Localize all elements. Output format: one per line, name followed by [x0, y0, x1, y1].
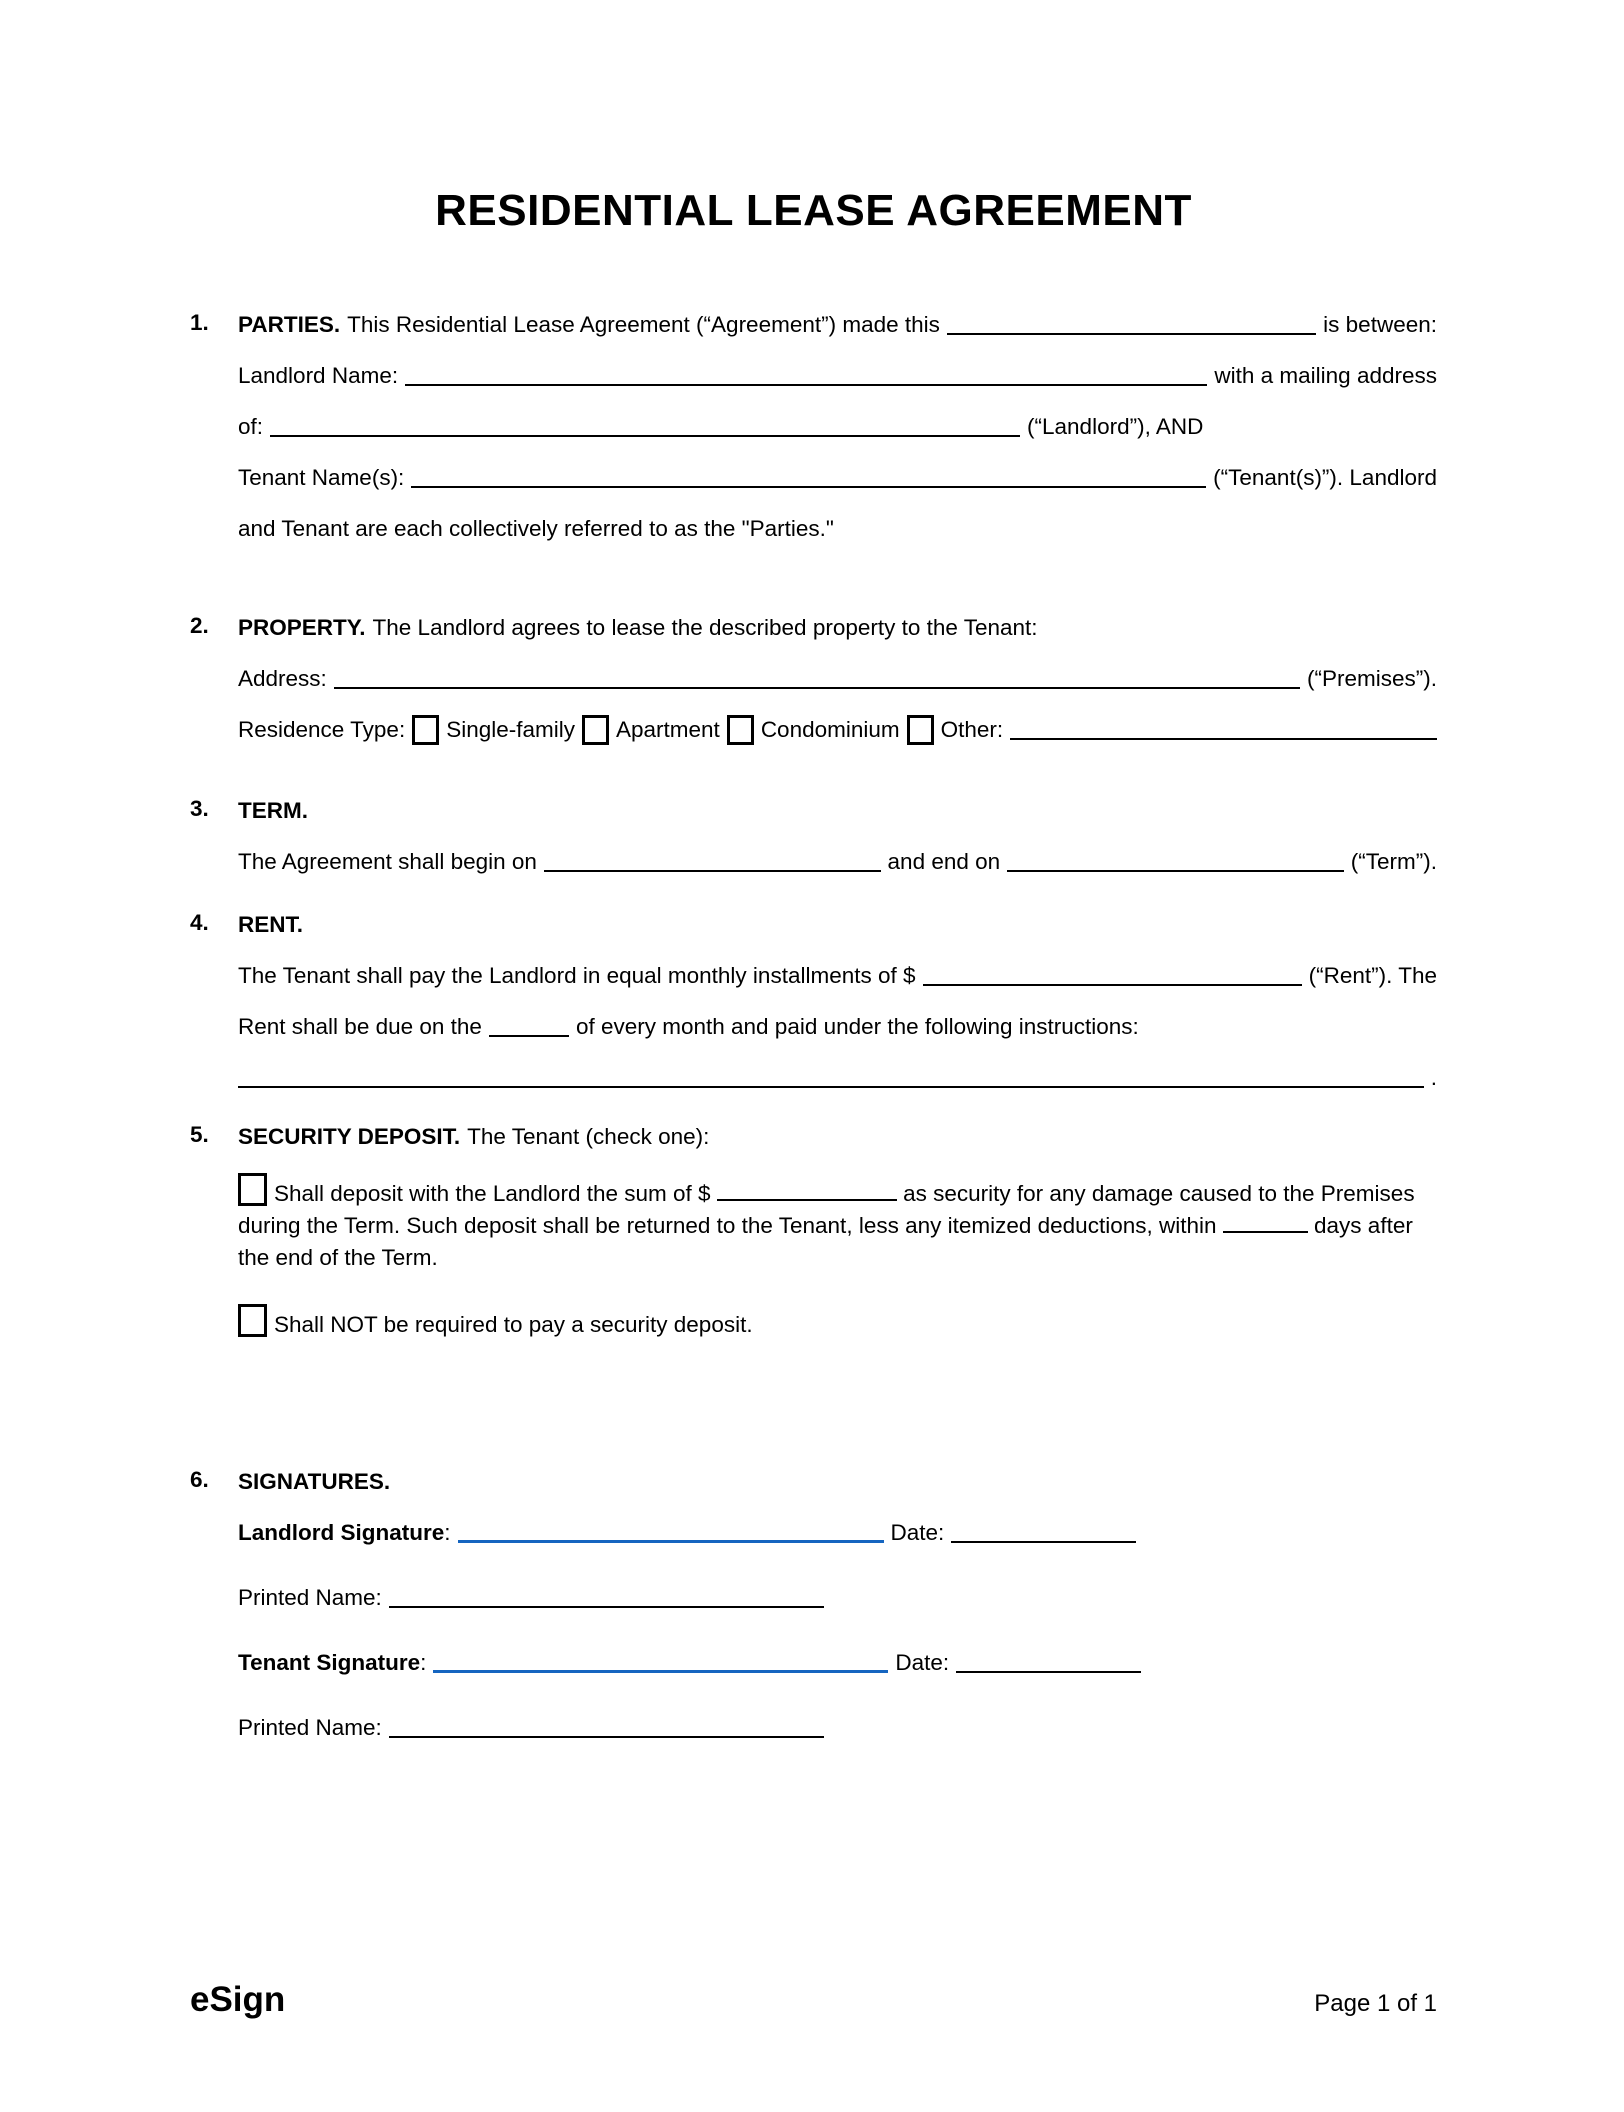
- checkbox-condominium[interactable]: [727, 715, 754, 745]
- blank-agreement-date[interactable]: [947, 333, 1316, 335]
- blank-payment-instructions[interactable]: [238, 1086, 1424, 1088]
- blank-tenant-names[interactable]: [411, 486, 1206, 488]
- security-option1-end-text: days after the end of the Term.: [238, 1213, 1413, 1270]
- security-option2-text: Shall NOT be required to pay a security deposit.: [274, 1312, 753, 1337]
- tenant-name-suffix: (“Tenant(s)”). Landlord: [1213, 465, 1437, 490]
- blank-landlord-printed-name[interactable]: [389, 1606, 824, 1608]
- section-parties-number: 1.: [190, 310, 209, 335]
- checkbox-single-family[interactable]: [412, 715, 439, 745]
- residence-option-other: Other:: [940, 717, 1004, 742]
- security-option1-text: Shall deposit with the Landlord the sum of $: [274, 1181, 711, 1206]
- tenant-signature-colon: :: [420, 1650, 427, 1675]
- esign-logo: eSign: [190, 1980, 286, 2019]
- address-label: Address:: [238, 666, 327, 691]
- page-title: RESIDENTIAL LEASE AGREEMENT: [435, 186, 1192, 235]
- section-security-number: 5.: [190, 1122, 209, 1147]
- blank-term-start-date[interactable]: [544, 870, 881, 872]
- tenant-signature-line[interactable]: [433, 1670, 888, 1673]
- landlord-date-label: Date:: [890, 1520, 945, 1545]
- page-footer: [190, 1980, 1437, 2020]
- parties-intro-suffix: is between:: [1323, 312, 1437, 337]
- section-term-heading: TERM.: [238, 798, 308, 823]
- section-rent: [190, 910, 1437, 1114]
- blank-rent-amount[interactable]: [923, 984, 1302, 986]
- tenant-printed-name-label: Printed Name:: [238, 1715, 382, 1740]
- security-intro-text: The Tenant (check one):: [467, 1124, 710, 1149]
- blank-residence-other[interactable]: [1010, 738, 1437, 740]
- address-suffix: (“Premises”).: [1307, 666, 1437, 691]
- parties-intro-text: This Residential Lease Agreement (“Agreement”) made this: [347, 312, 940, 337]
- section-security-heading: SECURITY DEPOSIT.: [238, 1124, 461, 1149]
- rent-instructions-text: of every month and paid under the following instructions:: [575, 1014, 1139, 1039]
- tenant-name-label: Tenant Name(s):: [238, 465, 405, 490]
- blank-tenant-printed-name[interactable]: [389, 1736, 824, 1738]
- section-signatures-heading: SIGNATURES.: [238, 1469, 391, 1494]
- rent-amount-text: The Tenant shall pay the Landlord in equal monthly installments of $: [238, 963, 916, 988]
- term-end-text: and end on: [887, 849, 1001, 874]
- section-signatures: [190, 1467, 1437, 1778]
- section-term-number: 3.: [190, 796, 209, 821]
- security-option-no-deposit: [238, 1304, 1437, 1341]
- section-property: [190, 613, 1437, 766]
- residence-option-single-family: Single-family: [446, 717, 575, 742]
- parties-closing-text: and Tenant are each collectively referred to as the "Parties.": [238, 516, 834, 541]
- security-option-deposit: [238, 1173, 1437, 1274]
- mailing-address-suffix: (“Landlord”), AND: [1027, 414, 1204, 439]
- security-option1-middle-text: as security for any damage caused to the Premises during the Term. Such deposit shall be returned to the Tenant, less any itemized deductions, within: [238, 1181, 1415, 1238]
- blank-landlord-name[interactable]: [405, 384, 1207, 386]
- rent-amount-suffix: (“Rent”). The: [1308, 963, 1437, 988]
- residence-option-condominium: Condominium: [760, 717, 900, 742]
- checkbox-shall-deposit[interactable]: [238, 1173, 267, 1206]
- term-suffix: (“Term”).: [1350, 849, 1437, 874]
- page-indicator: Page 1 of 1: [1314, 1990, 1437, 2017]
- blank-premises-address[interactable]: [334, 687, 1300, 689]
- landlord-printed-name-label: Printed Name:: [238, 1585, 382, 1610]
- landlord-signature-label: Landlord Signature: [238, 1520, 445, 1545]
- section-term: [190, 796, 1437, 898]
- residence-option-apartment: Apartment: [616, 717, 720, 742]
- blank-deposit-return-days[interactable]: [1223, 1231, 1308, 1233]
- section-signatures-number: 6.: [190, 1467, 209, 1492]
- checkbox-apartment[interactable]: [582, 715, 609, 745]
- landlord-signature-line[interactable]: [458, 1540, 884, 1543]
- landlord-name-label: Landlord Name:: [238, 363, 399, 388]
- residence-type-label: Residence Type:: [238, 717, 406, 742]
- section-security-deposit: [190, 1122, 1437, 1341]
- blank-deposit-amount[interactable]: [717, 1199, 897, 1201]
- blank-landlord-date[interactable]: [951, 1541, 1136, 1543]
- tenant-signature-label: Tenant Signature: [238, 1650, 421, 1675]
- rent-line-period: .: [1430, 1065, 1437, 1090]
- blank-tenant-date[interactable]: [956, 1671, 1141, 1673]
- rent-due-text: Rent shall be due on the: [238, 1014, 482, 1039]
- landlord-name-suffix: with a mailing address: [1214, 363, 1437, 388]
- blank-rent-due-day[interactable]: [489, 1035, 569, 1037]
- checkbox-no-deposit[interactable]: [238, 1304, 267, 1337]
- landlord-signature-colon: :: [444, 1520, 451, 1545]
- section-rent-number: 4.: [190, 910, 209, 935]
- blank-term-end-date[interactable]: [1007, 870, 1344, 872]
- section-property-heading: PROPERTY.: [238, 615, 366, 640]
- property-intro-text: The Landlord agrees to lease the described property to the Tenant:: [372, 615, 1038, 640]
- tenant-date-label: Date:: [895, 1650, 950, 1675]
- section-parties-heading: PARTIES.: [238, 312, 341, 337]
- checkbox-other[interactable]: [907, 715, 934, 745]
- mailing-address-label: of:: [238, 414, 264, 439]
- section-rent-heading: RENT.: [238, 912, 304, 937]
- term-begin-text: The Agreement shall begin on: [238, 849, 537, 874]
- section-property-number: 2.: [190, 613, 209, 638]
- section-parties: [190, 310, 1437, 565]
- blank-landlord-address[interactable]: [270, 435, 1020, 437]
